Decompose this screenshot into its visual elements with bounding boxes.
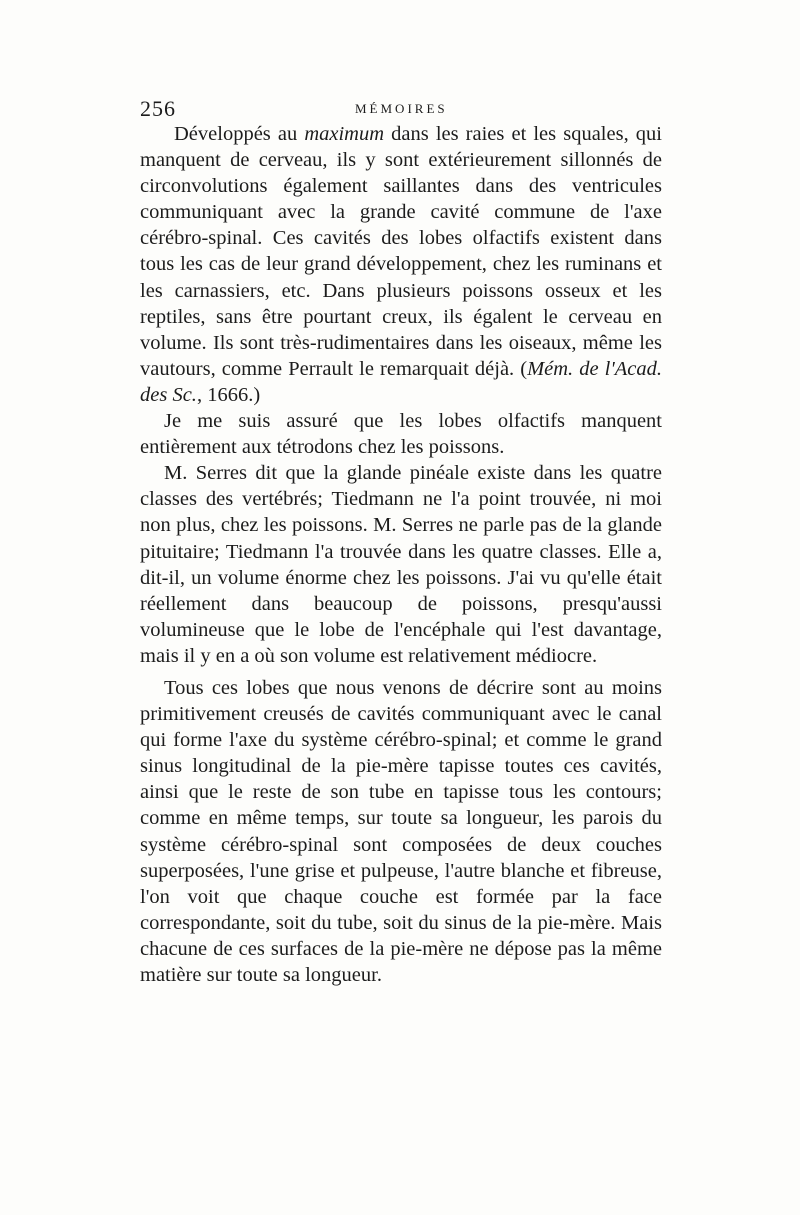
paragraph-4: Tous ces lobes que nous venons de décrire sont au moins primitivement creusés de cavités communiquant avec le canal qui forme l'axe du système cérébro-spinal; et comme le grand sinus longitudinal de la pie-mère tapisse toutes ces cavités, ainsi que le reste de son tube en tapisse tous les contours; comme en même temps, sur toute sa longueur, les parois du système cérébro-spinal sont composées de deux couches superposées, l'une grise et pulpeuse, l'autre blanche et fibreuse, l'on voit que chaque couche est formée par la face correspondante, soit du tube, soit du sinus de la pie-mère. Mais chacune de ces surfaces de la pie-mère ne dépose pas la même matière sur toute sa longueur. [140,676,662,986]
paragraph-1-text-b: dans les raies et les squales, qui manquent de cerveau, ils y sont extérieurement sillonnés de circonvolutions également saillantes dans des ventricules communiquant avec la grande cavité commune de l'axe cérébro-spinal. Ces cavités des lobes olfactifs existent dans tous les cas de leur grand développement, chez les ruminans et les carnassiers, etc. Dans plusieurs poissons osseux et les reptiles, sans être pourtant creux, ils égalent le cerveau en volume. Ils sont très-rudimentaires dans les oiseaux, même les vautours, comme Perrault le remarquait déjà. ( [140,123,662,380]
paragraph-1 [140,121,662,408]
paragraph-1-italic-maximum: maximum [304,123,385,145]
body-text [140,121,662,988]
page-number: 256 [140,96,176,121]
paragraph-1-text-a: Développés au [174,123,305,145]
paragraph-3: M. Serres dit que la glande pinéale existe dans les quatre classes des vertébrés; Tiedmann ne l'a point trouvée, ni moi non plus, chez les poissons. M. Serres ne parle pas de la glande pituitaire; Tiedmann l'a trouvée dans les quatre classes. Elle a, dit-il, un volume énorme chez les poissons. J'ai vu qu'elle était réellement dans beaucoup de poissons, presqu'aussi volumineuse que le lobe de l'encéphale qui l'est davantage, mais il y en a où son volume est relativement médiocre. [140,462,662,667]
paragraph-1-text-c: , 1666.) [196,383,261,406]
running-head: MÉMOIRES [355,101,448,116]
page-header [140,96,660,122]
paragraph-1-italic-citation: Mém. de l'Acad. des Sc. [140,357,663,406]
paragraph-2: Je me suis assuré que les lobes olfactifs manquent entièrement aux tétrodons chez les poissons. [140,410,662,459]
